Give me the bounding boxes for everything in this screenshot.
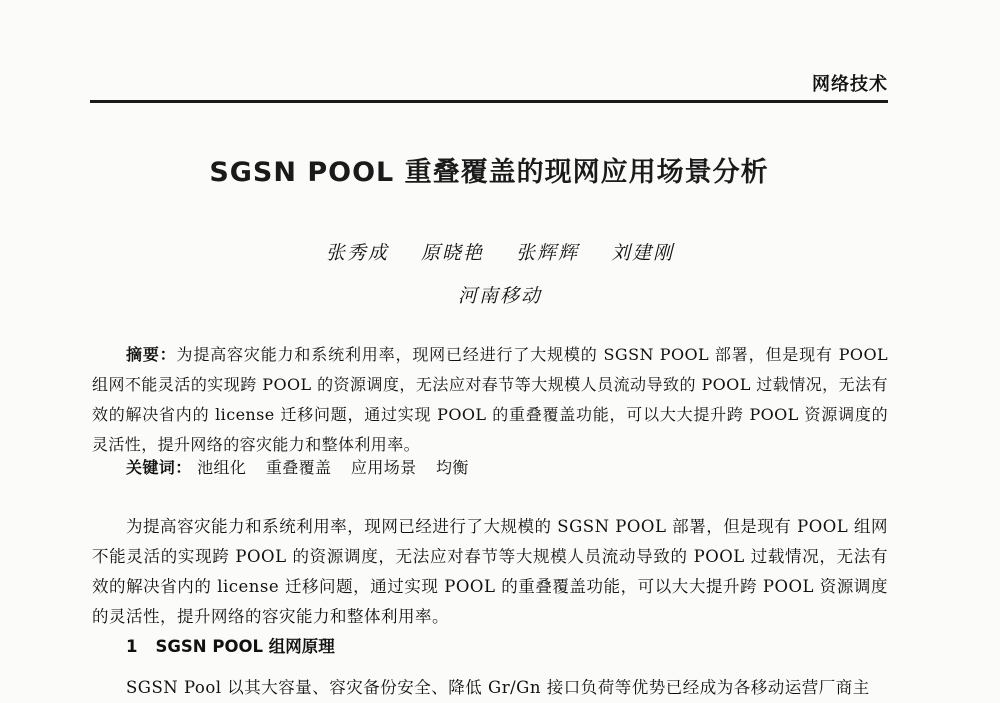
intro-paragraph: 为提高容灾能力和系统利用率，现网已经进行了大规模的 SGSN POOL 部署，但是现有 POOL 组网不能灵活的实现跨 POOL 的资源调度，无法应对春节等大规模人员流动导致的 POOL 过载情况，无法有效的解决省内的 license 迁移问题，通过实现 POOL 的重叠覆盖功能，可以大大提升跨 POOL 资源调度的灵活性，提升网络的容灾能力和整体利用率。 [92,517,888,626]
author: 原晓艳 [420,242,484,264]
section-paragraph: SGSN Pool 以其大容量、容灾备份安全、降低 Gr/Gn 接口负荷等优势已经成为各移动运营厂商主 [126,678,870,697]
section-title: SGSN POOL 组网原理 [155,637,335,656]
affiliation: 河南移动 [457,285,542,307]
abstract-text: 为提高容灾能力和系统利用率，现网已经进行了大规模的 SGSN POOL 部署，但是现有 POOL 组网不能灵活的实现跨 POOL 的资源调度，无法应对春节等大规模人员流动导致的 POOL 过载情况，无法有效的解决省内的 license 迁移问题，通过实现 POOL 的重叠覆盖功能，可以大大提升跨 POOL 资源调度的灵活性，提升网络的容灾能力和整体利用率。 [92,345,888,454]
keyword: 池组化 [197,458,247,477]
keyword: 均衡 [436,458,469,477]
section-number: 1 [126,637,138,656]
author: 刘建刚 [611,242,675,264]
keyword: 应用场景 [350,458,417,477]
keyword: 重叠覆盖 [265,458,332,477]
author: 张秀成 [325,242,389,264]
keywords-label: 关键词： [126,458,192,477]
abstract [92,340,888,460]
abstract-label: 摘要： [126,345,177,364]
keywords [126,455,483,478]
section-heading [126,633,335,657]
author: 张辉辉 [516,242,580,264]
author-list [0,238,1000,265]
header-rule [90,100,888,103]
section-tag: 网络技术 [812,74,888,95]
article-title: SGSN POOL 重叠覆盖的现网应用场景分析 [209,157,769,188]
